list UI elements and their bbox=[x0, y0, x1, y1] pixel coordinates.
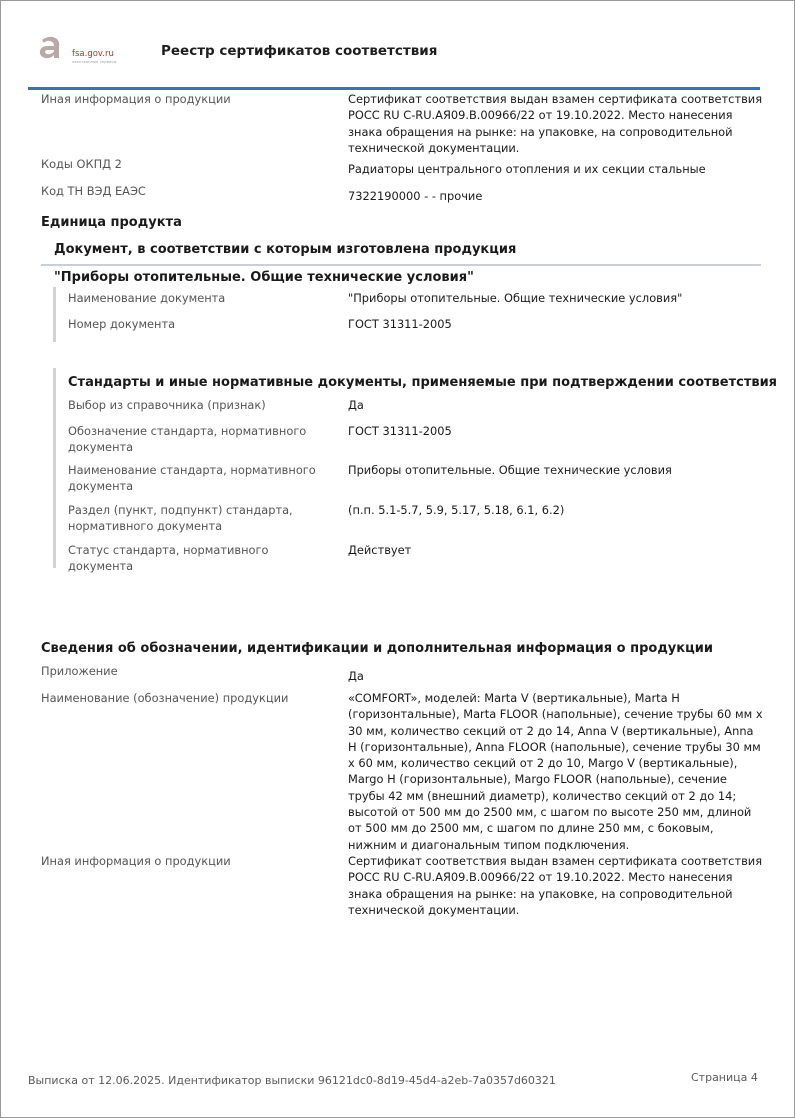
field-value: Действует bbox=[348, 543, 412, 557]
field-label: Иная информация о продукции bbox=[41, 92, 231, 106]
field-value: "Приборы отопительные. Общие технические условия" bbox=[348, 291, 683, 305]
field-label: Приложение bbox=[41, 664, 118, 678]
section-heading-unit: Единица продукта bbox=[41, 215, 182, 230]
field-label: Наименование стандарта, нормативного документа bbox=[68, 463, 316, 494]
field-label: Иная информация о продукции bbox=[41, 854, 231, 868]
section-heading-document: Документ, в соответствии с которым изготовлена продукция bbox=[54, 242, 517, 257]
field-label: Обозначение стандарта, нормативного документа bbox=[68, 424, 307, 455]
field-label: Номер документа bbox=[68, 317, 176, 331]
section-divider bbox=[41, 264, 761, 266]
standards-title: Стандарты и иные нормативные документы, применяемые при подтверждении соответствия bbox=[68, 375, 778, 390]
fsa-logo-icon bbox=[38, 34, 62, 60]
product-name-value: «COMFORT», моделей: Marta V (вертикальные), Marta H (горизонтальные), Marta FLOOR (напольные), сечение трубы 60 мм х 30 мм, количество секций от 2 до 14, Anna V (вертикальные), Anna H (горизонтальные), Anna FLOOR (напольные), сечение трубы 30 мм х 60 мм, количество секций от 2 до 10, Margo V (вертикальные), Margo H (горизонтальные), Margo FLOOR (напольные), сечение трубы 42 мм (внешний диаметр), количество секций от 2 до 14; высотой от 500 мм до 2500 мм, с шагом по высоте 250 мм, длиной от 500 мм до 2500 мм, с шагом по длине 250 мм, с боковым, нижним и диагональным типом подключения. bbox=[348, 691, 763, 852]
field-label: Статус стандарта, нормативного документа bbox=[68, 543, 269, 574]
footer-page-number: Страница 4 bbox=[691, 1071, 758, 1084]
field-value: ГОСТ 31311-2005 bbox=[348, 424, 452, 438]
field-value: Радиаторы центрального отопления и их секции стальные bbox=[348, 162, 706, 176]
logo-sub-text: электронные сервисы bbox=[72, 60, 117, 64]
field-value: Сертификат соответствия выдан взамен сертификата соответствия РОСС RU C-RU.АЯ09.В.00966/22 от 19.10.2022. Место нанесения знака обращения на рынке: на упаковке, на сопроводительной технической документации. bbox=[348, 92, 763, 155]
field-label: Наименование (обозначение) продукции bbox=[41, 691, 289, 705]
document-title: "Приборы отопительные. Общие технические условия" bbox=[54, 270, 474, 285]
header-divider bbox=[28, 87, 760, 90]
field-value: Сертификат соответствия выдан взамен сертификата соответствия РОСС RU C-RU.АЯ09.В.00966/22 от 19.10.2022. Место нанесения знака обращения на рынке: на упаковке, на сопроводительной технической документации. bbox=[348, 854, 763, 917]
field-value: (п.п. 5.1-5.7, 5.9, 5.17, 5.18, 6.1, 6.2) bbox=[348, 503, 565, 517]
field-label: Раздел (пункт, подпункт) стандарта, нормативного документа bbox=[68, 503, 293, 534]
field-label: Наименование документа bbox=[68, 291, 226, 305]
field-label: Выбор из справочника (признак) bbox=[68, 398, 266, 412]
field-value: 7322190000 - - прочие bbox=[348, 189, 483, 203]
page-header bbox=[0, 0, 795, 92]
footer-extract-id: Выписка от 12.06.2025. Идентификатор выписки 96121dc0-8d19-45d4-a2eb-7a0357d60321 bbox=[28, 1074, 556, 1087]
field-label: Коды ОКПД 2 bbox=[41, 157, 122, 171]
field-value: ГОСТ 31311-2005 bbox=[348, 317, 452, 331]
field-value: Приборы отопительные. Общие технические условия bbox=[348, 463, 672, 477]
field-label: Код ТН ВЭД ЕАЭС bbox=[41, 184, 146, 198]
logo-site-text: fsa.gov.ru bbox=[72, 49, 114, 59]
field-value: Да bbox=[348, 398, 364, 412]
field-value: Да bbox=[348, 669, 364, 683]
block-left-bar bbox=[53, 368, 56, 568]
page-title: Реестр сертификатов соответствия bbox=[161, 43, 438, 59]
block-left-bar bbox=[53, 287, 56, 342]
section-heading-info: Сведения об обозначении, идентификации и дополнительная информация о продукции bbox=[41, 641, 713, 656]
